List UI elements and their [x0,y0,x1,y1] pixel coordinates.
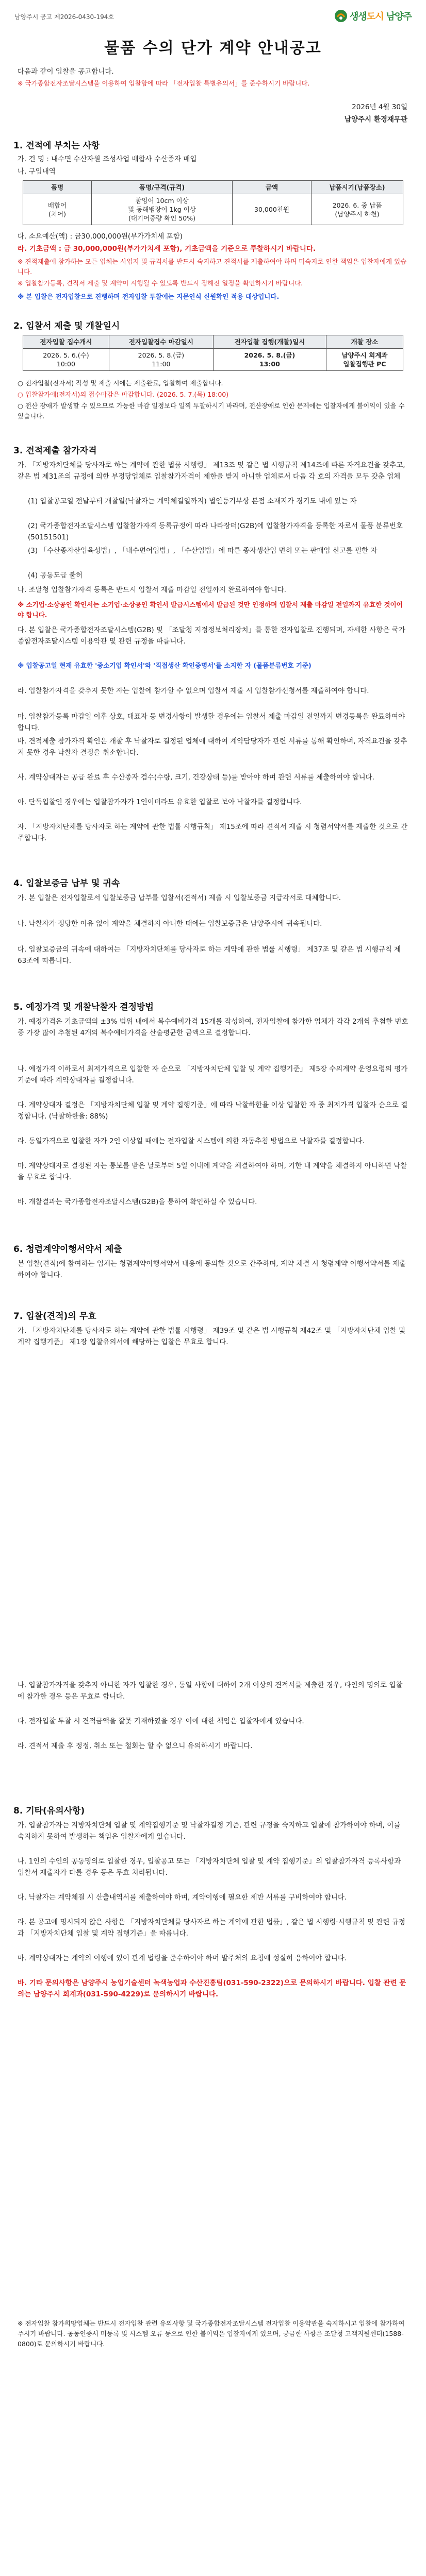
invalid-item: 나. 입찰참가자격을 갖추지 아니한 자가 입찰한 경우, 동일 사항에 대하여 2개 이상의 견적서를 제출한 경우, 타인의 명의로 입찰에 참가한 경우 등은 무효로 합니다. [18,1681,403,1701]
purchase-detail-label: 나. 구입내역 [18,167,56,176]
section-4-title: 4. 입찰보증금 납부 및 귀속 [13,878,120,889]
table-header: 전자입찰 집수개시 [23,335,109,349]
table-header: 금액 [233,181,312,194]
schedule-note: ○ 전산 장애가 발생할 수 있으므로 가능한 마감 일정보다 일찍 투찰하시기 바라며, 전산장애로 인한 문제에는 입찰자에게 불이익이 있을 수 있습니다. [18,402,405,420]
price-item: 나. 예정가격 이하로서 최저가격으로 입찰한 자 순으로 「지방자치단체 입찰 및 계약 집행기준」 제5장 수의계약 운영요령의 평가 기준에 따라 계약상대자를 결정합니다. [18,1065,408,1084]
section-2-title: 2. 입찰서 제출 및 개찰일시 [13,321,120,331]
table-header: 전자입찰집수 마감일시 [109,335,213,349]
eligibility-item: 아. 단독입찰인 경우에는 입찰참가자가 1인이더라도 유효한 입찰로 보아 낙찰자를 결정합니다. [18,798,302,806]
intro-note: ※ 국가종합전자조달시스템을 이용하여 입찰함에 따라 「전자입찰 특별유의서」를 준수하시기 바랍니다. [18,79,310,87]
table-cell: 남양주시 회계과 입찰집행관 PC [326,349,403,371]
invalid-item: 다. 전자입찰 투찰 시 견적금액을 잘못 기재하였을 경우 이에 대한 책임은 입찰자에게 있습니다. [18,1717,304,1725]
notice-org: 남양주시 환경재무관 [344,115,407,124]
city-logo [334,9,412,23]
section-1-title: 1. 견적에 부치는 사항 [13,141,100,151]
schedule-note: ○ 전자입찰(전자서) 작성 및 제출 시에는 제출완료, 입찰하여 제출합니다. [18,379,223,387]
table-header: 품명/규격(규격) [92,181,233,194]
schedule-table [23,335,403,371]
eligibility-item: 나. 조달청 입찰참가자격 등록은 반드시 입찰서 제출 마감일 전일까지 완료하여야 합니다. [18,586,286,594]
section-8-title: 8. 기타(유의사항) [13,1806,85,1816]
blue-emphasis: ※ 입찰공고일 현재 유효한 '중소기업 확인서'와 '직접생산 확인증명서'를 소지한 자 (물품분류번호 기준) [18,662,312,669]
eligibility-item: 바. 견적제출 참가자격 확인은 개찰 후 낙찰자로 결정된 업체에 대하여 계약담당자가 관련 서류를 통해 확인하며, 자격요건을 갖추지 못한 경우 낙찰자 결정을 취소합니다. [18,737,407,757]
eligibility-item: (1) 입찰공고일 전날부터 개찰일(낙찰자는 계약체결일까지) 법인등기부상 본점 소재지가 경기도 내에 있는 자 [28,497,357,505]
item-name: 가. 건 명 : 내수면 수산자원 조성사업 배합사 수산종자 매입 [18,155,197,163]
eligibility-item: 마. 입찰참가등록 마감일 이후 상호, 대표자 등 변경사항이 발생할 경우에는 입찰서 제출 마감일 전일까지 변경등록을 완료하여야 합니다. [18,713,405,732]
invalid-item: 가. 「지방자치단체를 당사자로 하는 계약에 관한 법률 시행령」 제39조 및 같은 법 시행규칙 제42조 및 「지방자치단체 입찰 및 계약 집행기준」 제1장 입찰유의서에 해당하는 입찰은 무효로 합니다. [18,1327,405,1346]
section-6-title: 6. 청렴계약이행서약서 제출 [13,1244,122,1255]
notice-date: 2026년 4월 30일 [352,103,407,111]
deposit-item: 다. 입찰보증금의 귀속에 대하여는 「지방자치단체를 당사자로 하는 계약에 관한 법률 시행령」 제37조 및 같은 법 시행규칙 제63조에 따릅니다. [18,945,401,965]
eligibility-item: 사. 계약상대자는 공급 완료 후 수산종자 검수(수량, 크기, 건강상태 등)를 받아야 하며 관련 서류를 제출하여야 합니다. [18,773,374,782]
eligibility-item: (2) 국가종합전자조달시스템 입찰참가자격 등록규정에 따라 나라장터(G2B)에 입찰참가자격을 등록한 자로서 물품 분류번호(50151501) [28,522,403,541]
table-cell: 2026. 5. 8.(금) 13:00 [213,349,326,371]
misc-item: 다. 낙찰자는 계약체결 시 산출내역서를 제출하여야 하며, 계약이행에 필요한 제반 서류를 구비하여야 합니다. [18,1893,347,1902]
table-header: 품명 [23,181,92,194]
misc-item: 마. 계약상대자는 계약의 이행에 있어 관계 법령을 준수하여야 하며 발주처의 요청에 성실히 응하여야 합니다. [18,1954,347,1962]
purchase-table [23,180,403,225]
table-row [23,194,403,225]
eligibility-item: 가. 「지방자치단체를 당사자로 하는 계약에 관한 법률 시행령」 제13조 및 같은 법 시행규칙 제14조에 따른 자격요건을 갖추고, 같은 법 제31조의 규정에 의한 부정당업체로 입찰참가자격이 제한을 받지 아니한 업체로서 다음 각 호의 자격을 모두 갖춘 업체 [18,461,405,481]
price-item: 다. 계약상대자 결정은 「지방자치단체 입찰 및 계약 집행기준」에 따라 낙찰하한율 이상 입찰한 자 중 최저가격 입찰자 순으로 결정합니다. (낙찰하한율: 88%) [18,1101,408,1121]
eligibility-item: (3) 「수산종자산업육성법」, 「내수면어업법」, 「수산업법」에 따른 종자생산업 면허 또는 판매업 신고를 필한 자 [28,547,378,555]
page-title: 물품 수의 단가 계약 안내공고 [104,39,322,57]
red-emphasis: ※ 소기업·소상공인 확인서는 소기업·소상공인 확인서 발급시스템에서 발급된 것만 인정하며 입찰서 제출 마감일 전일까지 유효한 것이어야 합니다. [18,601,403,619]
city-logo-icon [334,9,348,23]
price-item: 마. 계약상대자로 결정된 자는 통보를 받은 날로부터 5일 이내에 계약을 체결하여야 하며, 기한 내 계약을 체결하지 아니하면 낙찰을 무효로 합니다. [18,1162,407,1181]
table-cell: 2026. 5. 8.(금) 11:00 [109,349,213,371]
table-header: 전자입찰 집행(개찰)일시 [213,335,326,349]
table-cell: 2026. 6. 중 납품 (남양주시 하천) [312,194,403,225]
table-row [23,349,403,371]
misc-item: 라. 본 공고에 명시되지 않은 사항은 「지방자치단체를 당사자로 하는 계약에 관한 법률」, 같은 법 시행령·시행규칙 및 관련 규정과 「지방자치단체 입찰 및 계약 집행기준」을 따릅니다. [18,1918,405,1938]
document-header [14,9,412,36]
integrity-text: 본 입찰(견적)에 참여하는 업체는 청렴계약이행서약서 내용에 동의한 것으로 간주하며, 계약 체결 시 청렴계약 이행서약서를 제출하여야 합니다. [18,1260,406,1279]
city-logo-text: 생생도시 남양주 [350,11,412,22]
eligibility-item: 다. 본 입찰은 국가종합전자조달시스템(G2B) 및 「조달청 지정정보처리장치」를 통한 전자입찰로 진행되며, 자세한 사항은 국가종합전자조달시스템 이용약관 및 관련 규정을 따릅니다. [18,626,405,646]
blue-note: ※ 본 입찰은 전자입찰으로 진행하며 전자입찰 투찰에는 지문인식 신원확인 적용 대상입니다. [18,293,280,300]
table-header: 납품시기(납품장소) [312,181,403,194]
eligibility-item: 라. 입찰참가자격을 갖추지 못한 자는 입찰에 참가할 수 없으며 입찰서 제출 시 입찰참가신청서를 제출하여야 합니다. [18,687,369,695]
deposit-item: 가. 본 입찰은 전자입찰로서 입찰보증금 납부를 입찰서(견적서) 제출 시 입찰보증금 지급각서로 대체합니다. [18,894,341,902]
footer-note: ※ 전자입찰 참가희망업체는 반드시 전자입찰 관련 유의사항 및 국가종합전자조달시스템 전자입찰 이용약관을 숙지하시고 입찰에 참가하여 주시기 바랍니다. 공동인증서 미등록 및 시스템 오류 등으로 인한 불이익은 입찰자에게 있으며, 궁금한 사항은 조달청 고객지원센터(1588-0800)로 문의하시기 바랍니다. [18,2319,405,2348]
section-5-title: 5. 예정가격 및 개찰낙찰자 결정방법 [13,1002,154,1012]
budget-line: 다. 소요예산(액) : 금30,000,000원(부가가치세 포함) [18,232,183,241]
base-amount-line: 라. 기초금액 : 금 30,000,000원(부가가치세 포함), 기초금액을 기준으로 투찰하시기 바랍니다. [18,245,316,253]
table-cell: 30,000천원 [233,194,312,225]
table-cell: 참잉어 10cm 이상 및 동해뱀장어 1kg 이상 (대기어중량 확인 50%) [92,194,233,225]
red-note: ※ 견적제출에 참가하는 모든 업체는 사업지 및 규격서를 반드시 숙지하고 견적서를 제출하여야 하며 미숙지로 인한 책임은 입찰자에게 있습니다. [18,258,407,276]
section-7-title: 7. 입찰(견적)의 무효 [13,1311,96,1321]
table-cell: 배합어 (치어) [23,194,92,225]
misc-item: 바. 기타 문의사항은 남양주시 농업기술센터 녹색농업과 수산진흥팀(031-590-2322)으로 문의하시기 바랍니다. 입찰 관련 문의는 남양주시 회계과(031-590-4229)로 문의하시기 바랍니다. [18,1979,406,1998]
misc-item: 가. 입찰참가자는 지방자치단체 입찰 및 계약집행기준 및 낙찰자결정 기준, 관련 규정을 숙지하고 입찰에 참가하여야 하며, 이를 숙지하지 못하여 발생하는 책임은 입찰자에게 있습니다. [18,1821,401,1841]
price-item: 라. 동일가격으로 입찰한 자가 2인 이상일 때에는 전자입찰 시스템에 의한 자동추첨 방법으로 낙찰자를 결정합니다. [18,1137,365,1145]
schedule-note: ○ 입찰참가에(전자서)의 접수마감은 마감합니다. (2026. 5. 7.(목) 18:00) [18,391,229,398]
eligibility-item: 자. 「지방자치단체를 당사자로 하는 계약에 관한 법률 시행규칙」 제15조에 따라 견적서 제출 시 청렴서약서를 제출한 것으로 간주합니다. [18,823,408,842]
intro-line: 다음과 같이 입찰을 공고합니다. [18,67,114,76]
misc-item: 나. 1인의 수인의 공동명의로 입찰한 경우, 입찰공고 또는 「지방자치단체 입찰 및 계약 집행기준」의 입찰참가자격 등록사항과 입찰서 제출자가 다를 경우 등은 무효 처리됩니다. [18,1857,401,1877]
table-header: 개찰 장소 [326,335,403,349]
price-item: 가. 예정가격은 기초금액의 ±3% 범위 내에서 복수예비가격 15개를 작성하여, 전자입찰에 참가한 업체가 각각 2개씩 추첨한 번호 중 가장 많이 추첨된 4개의 복수예비가격을 산술평균한 금액으로 결정합니다. [18,1018,408,1037]
invalid-item: 라. 견적서 제출 후 정정, 취소 또는 철회는 할 수 없으니 유의하시기 바랍니다. [18,1742,253,1750]
table-cell: 2026. 5. 6.(수) 10:00 [23,349,109,371]
deposit-item: 나. 낙찰자가 정당한 이유 없이 계약을 체결하지 아니한 때에는 입찰보증금은 남양주시에 귀속됩니다. [18,920,322,928]
section-3-title: 3. 견적제출 참가자격 [13,446,97,456]
red-note: ※ 입찰참가등록, 견적서 제출 및 계약이 시행될 수 있도록 반드시 정해진 일정을 확인하시기 바랍니다. [18,279,303,287]
price-item: 바. 개찰결과는 국가종합전자조달시스템(G2B)을 통하여 확인하실 수 있습니다. [18,1198,257,1206]
notice-number: 남양주시 공고 제2026-0430-194호 [14,13,114,21]
eligibility-item: (4) 공동도급 불허 [28,571,83,580]
